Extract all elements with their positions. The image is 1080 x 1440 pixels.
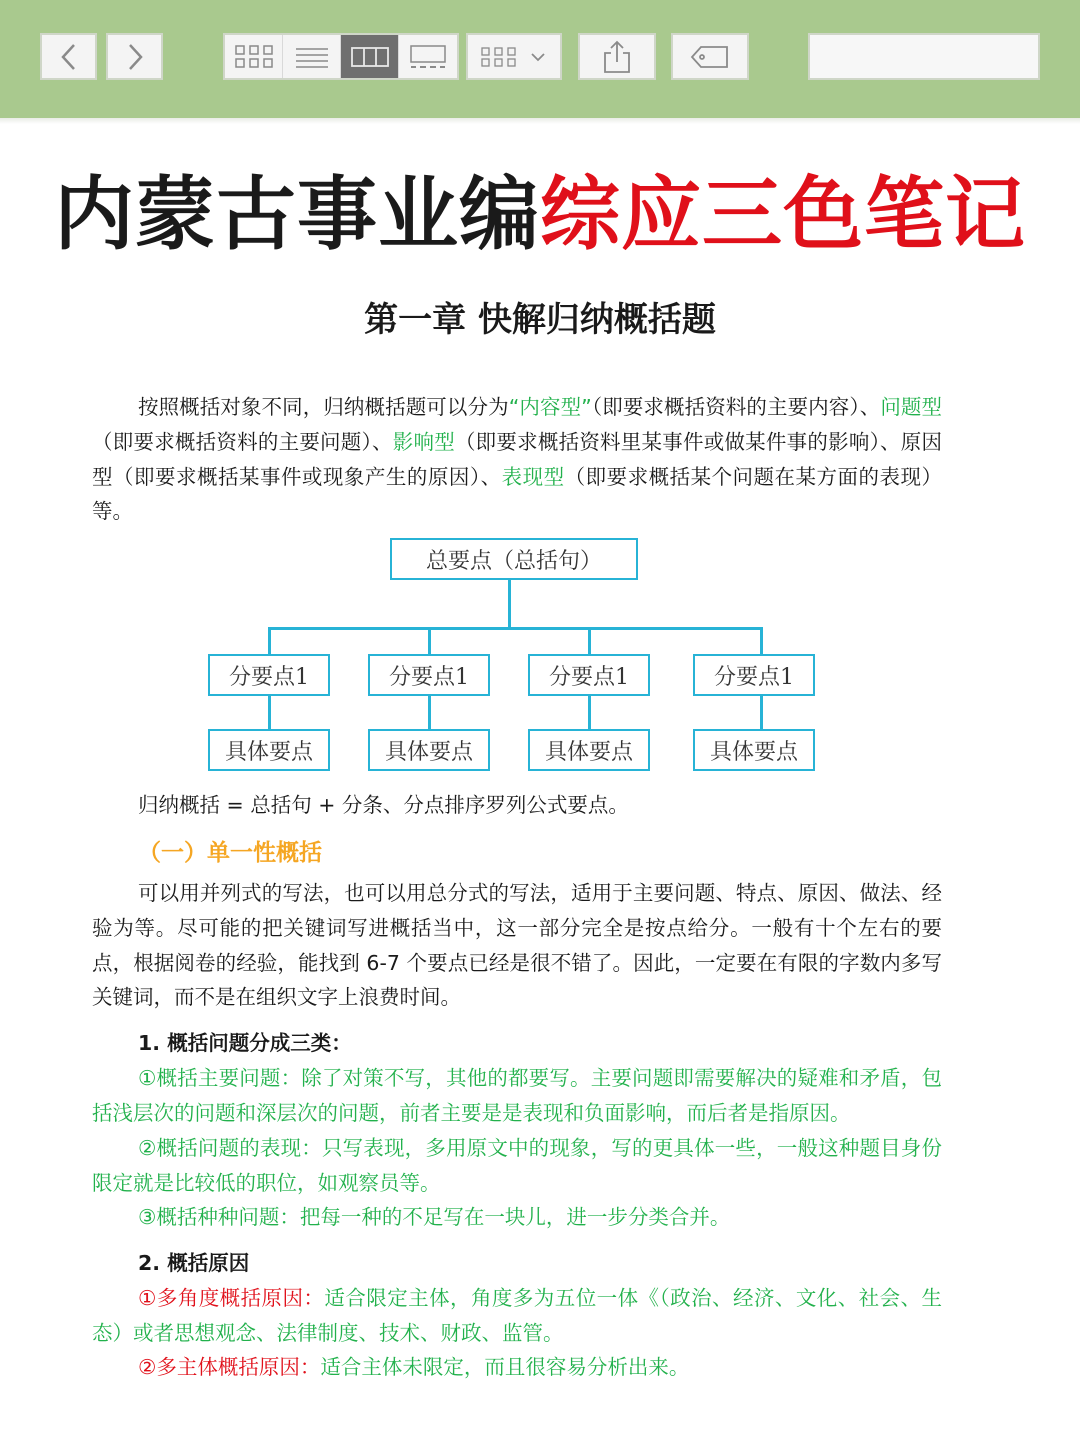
diagram-branch-box: 分要点1 bbox=[368, 654, 490, 696]
sub1-item: ①概括主要问题：除了对策不写，其他的都要写。主要问题即需要解决的疑难和矛盾，包括浅层次的问题和深层次的问题，前者主要是是表现和负面影响，而后者是指原因。 bbox=[92, 1066, 942, 1125]
diagram-leaf-box: 具体要点 bbox=[693, 729, 815, 771]
sub2-item-label: ①多角度概括原因： bbox=[138, 1286, 325, 1310]
chevron-left-icon bbox=[59, 42, 79, 72]
group-by-button[interactable] bbox=[466, 33, 562, 80]
sub2-item bbox=[92, 1281, 942, 1351]
diagram-connector bbox=[508, 580, 511, 628]
chapter-heading: 第一章 快解归纳概括题 bbox=[364, 300, 716, 340]
diagram-leaf-box: 具体要点 bbox=[368, 729, 490, 771]
diagram-connector bbox=[760, 627, 763, 655]
intro-text-4: （即要求概括资料里某事件或做某件事的影响）、原因型（即要求概括某事件或现象产生的原因）、 bbox=[92, 429, 943, 489]
forward-button[interactable] bbox=[106, 33, 163, 80]
gallery-view-icon bbox=[408, 44, 448, 70]
diagram-connector bbox=[760, 696, 763, 730]
diagram-connector bbox=[588, 627, 591, 655]
diagram-leaf-box: 具体要点 bbox=[528, 729, 650, 771]
intro-term-content: “内容型” bbox=[508, 395, 592, 419]
chevron-right-icon bbox=[125, 42, 145, 72]
column-view-icon bbox=[350, 46, 390, 68]
formula-line: 归纳概括 = 总括句 + 分条、分点排序罗列公式要点。 bbox=[138, 793, 629, 817]
grid-view-icon bbox=[234, 44, 274, 70]
grid-view-button[interactable] bbox=[225, 35, 283, 78]
diagram-connector bbox=[428, 627, 431, 655]
document-title bbox=[0, 166, 1080, 262]
diagram-branch-box: 分要点1 bbox=[693, 654, 815, 696]
list-view-icon bbox=[294, 45, 330, 69]
intro-paragraph bbox=[92, 390, 942, 529]
diagram-leaf-box: 具体要点 bbox=[208, 729, 330, 771]
section-body: 可以用并列式的写法，也可以用总分式的写法，适用于主要问题、特点、原因、做法、经验为等。尽可能的把关键词写进概括当中，这一部分完全是按点给分。一般有十个左右的要点，根据阅卷的经验，能找到 6-7 个要点已经是很不错了。因此，一定要在有限的字数内多写关键词，而不是在组织文字上浪费时间。 bbox=[92, 881, 942, 1010]
sub1-item: ③概括种种问题：把每一种的不足写在一块儿，进一步分类合并。 bbox=[138, 1205, 731, 1229]
diagram-connector bbox=[268, 627, 271, 655]
title-red-part: 综应三色笔记 bbox=[540, 167, 1026, 261]
sub-heading-1: 1. 概括问题分成三类： bbox=[138, 1031, 352, 1055]
group-by-icon bbox=[480, 45, 520, 69]
intro-text-5: （即要求概括某个问题在某方面的表现）等。 bbox=[92, 464, 943, 524]
search-input[interactable] bbox=[828, 35, 1053, 78]
sub2-item-text: 适合主体未限定，而且很容易分析出来。 bbox=[320, 1355, 690, 1379]
column-view-button[interactable] bbox=[341, 35, 399, 78]
back-button[interactable] bbox=[40, 33, 97, 80]
intro-text-3: （即要求概括资料的主要问题）、 bbox=[92, 429, 393, 454]
diagram-connector bbox=[268, 696, 271, 730]
tag-icon bbox=[689, 44, 731, 70]
diagram-connector bbox=[428, 696, 431, 730]
diagram-branch-box: 分要点1 bbox=[208, 654, 330, 696]
structure-diagram bbox=[0, 530, 1080, 780]
sub2-item-label: ②多主体概括原因： bbox=[138, 1355, 321, 1379]
title-black-part: 内蒙古事业编 bbox=[54, 167, 540, 261]
sub2-item bbox=[92, 1350, 942, 1385]
intro-text-1: 按照概括对象不同，归纳概括题可以分为 bbox=[138, 395, 509, 419]
intro-term-impact: 影响型 bbox=[392, 429, 455, 454]
sub2-item-text: 适合限定主体，角度多为五位一体《（政治、经济、文化、社会、生态）或者思想观念、法律制度、技术、财政、监管。 bbox=[92, 1286, 942, 1345]
diagram-root-box: 总要点（总括句） bbox=[390, 538, 638, 580]
diagram-branch-box: 分要点1 bbox=[528, 654, 650, 696]
search-field[interactable] bbox=[808, 33, 1040, 80]
view-mode-switcher bbox=[223, 33, 459, 80]
intro-term-problem: 问题型 bbox=[880, 395, 942, 419]
diagram-connector bbox=[268, 627, 762, 630]
intro-term-manifest: 表现型 bbox=[501, 464, 565, 489]
share-button[interactable] bbox=[578, 33, 656, 80]
share-icon bbox=[602, 39, 632, 75]
chevron-down-icon bbox=[528, 50, 548, 64]
diagram-connector bbox=[588, 696, 591, 730]
intro-text-2: （即要求概括资料的主要内容）、 bbox=[591, 395, 881, 419]
list-view-button[interactable] bbox=[283, 35, 341, 78]
page-top-edge bbox=[0, 118, 1080, 124]
toolbar bbox=[0, 0, 1080, 118]
section-heading: （一）单一性概括 bbox=[138, 840, 322, 866]
sub-heading-2: 2. 概括原因 bbox=[138, 1251, 250, 1275]
tag-button[interactable] bbox=[671, 33, 749, 80]
sub1-item: ②概括问题的表现：只写表现，多用原文中的现象，写的更具体一些，一般这种题目身份限定就是比较低的职位，如观察员等。 bbox=[92, 1136, 942, 1195]
gallery-view-button[interactable] bbox=[399, 35, 457, 78]
